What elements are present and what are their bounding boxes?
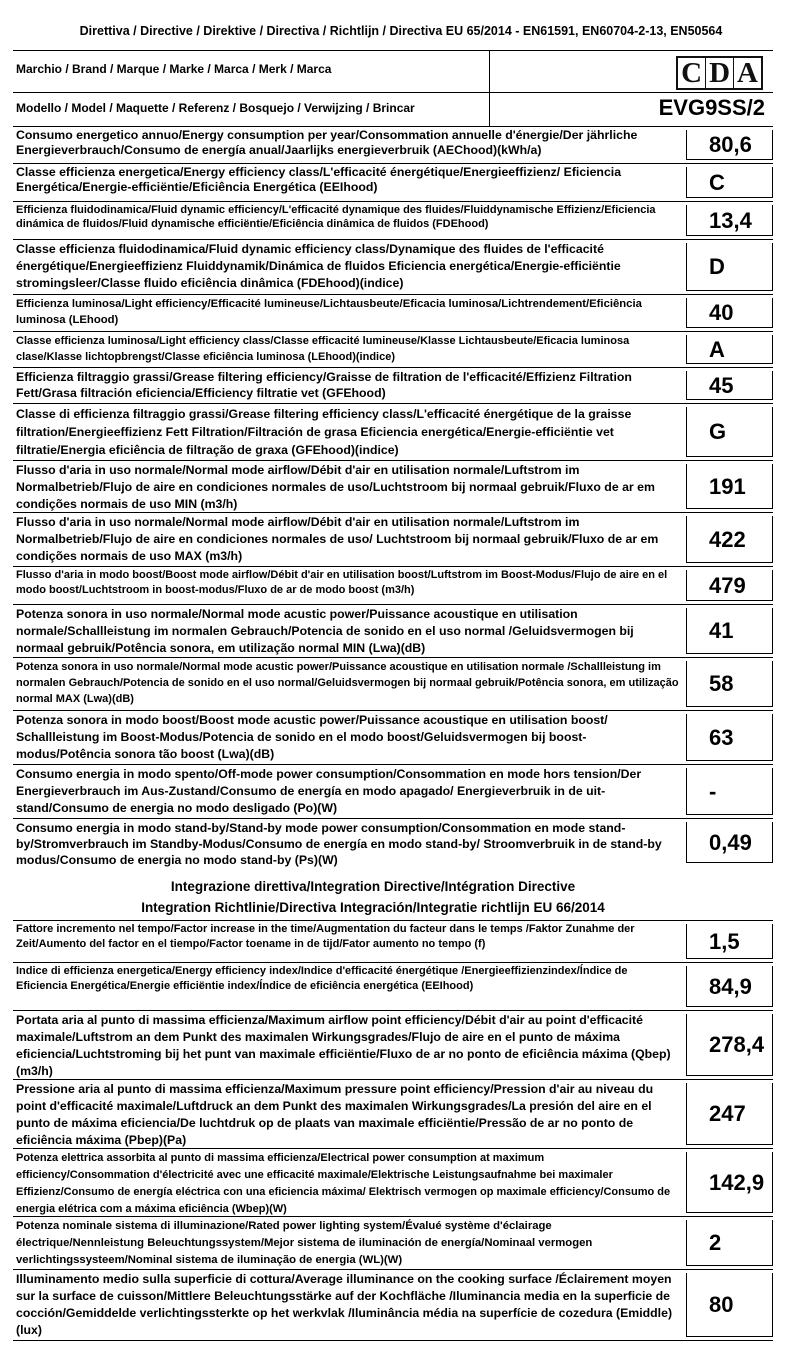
row-description: Potenza sonora in modo boost/Boost mode acustic power/Puissance acoustique en utilisation boost/ Schallleistung im Boost-Modus/Potencia de sonido en el modo boost/Geluidsvermogen bij boost-modus/Potência sonora tão boost (Lwa)(dB) [16,713,608,761]
model-row [13,92,773,126]
model-label: Modello / Model / Maquette / Referenz / Bosquejo / Verwijzing / Brincar [16,101,415,115]
row-value: 278,4 [709,1032,765,1057]
row-value: C [709,169,725,195]
data-row [13,1216,773,1269]
row-description: Fattore incremento nel tempo/Factor increase in the time/Augmentation du facteur dans le temps /Faktor Zunahme der Zeit/Aumento del factor en el tiempo/Factor toename in de tijd/Fator aumento no tempo (f) [16,923,635,950]
data-row [13,239,773,294]
data-row [13,1010,773,1079]
row-description: Portata aria al punto di massima efficienza/Maximum airflow point efficiency/Débit d'air au point d'efficacité maximale/Luftstrom an dem Punkt des maximalen Wirkungsgrades/Flujo de aire en el punto de máxima eficiencia/Luchtstroming bij het punt van maximale efficiëntie/Fluxo de ar no ponto de eficiência máxima (Qbep)(m3/h) [16,1013,671,1078]
integration-heading-line2: Integration Richtlinie/Directiva Integración/Integratie richtlijn EU 66/2014 [141,900,605,915]
header-divider [489,93,490,126]
brand-label: Marchio / Brand / Marque / Marke / Marca / Merk / Marca [16,62,332,76]
value-box [686,1220,773,1266]
row-description: Classe di efficienza filtraggio grassi/Grease filtering efficiency class/L'efficacité énergétique de la graisse filtration/Energieeffizienz Fett Filtration/Filtración de grasa Eficiencia energética/Energie-efficiëntie vet filtratie/Energia eficiência de filtração de graxa (GFEhood)(indice) [16,407,632,457]
data-row [13,920,773,962]
bottom-rule [13,1340,773,1341]
integration-directive-heading [0,876,746,918]
logo-letter-d: D [706,58,734,88]
row-description: Efficienza luminosa/Light efficiency/Efficacité lumineuse/Lichtausbeute/Eficacia luminosa/Lichtrendement/Eficiência luminosa (LEhood) [16,298,642,326]
row-value: G [709,419,727,444]
data-row [13,126,773,163]
row-value: 45 [709,372,734,398]
data-row [13,1079,773,1148]
value-box [686,407,773,457]
row-value: 0,49 [709,829,752,855]
cda-logo [676,56,763,90]
row-value: 1,5 [709,928,740,954]
row-description: Classe efficienza energetica/Energy efficiency class/L'efficacité énergétique/Energieeffizienz/ Eficiencia Energética/Energie-efficiëntie/Eficiência Energética (EEIhood) [16,165,622,194]
data-row [13,604,773,657]
model-value: EVG9SS/2 [658,95,765,120]
row-value: 58 [709,671,734,696]
row-value: 80,6 [709,132,752,157]
row-value: 191 [709,473,746,499]
row-description: Efficienza filtraggio grassi/Grease filtering efficiency/Graisse de filtration de l'efficacité/Effizienz Filtration Fett/Grasa filtración eficiencia/Efficiency filtratie vet (GFEhood) [16,370,632,400]
value-box [686,335,773,364]
data-row [13,403,773,460]
data-row [13,294,773,331]
data-row [13,764,773,818]
row-description: Potenza nominale sistema di illuminazione/Rated power lighting system/Évalué système d'éclairage électrique/Nennleistung Beleuchtungssystem/Mejor sistema de iluminación de energía/Nominaal vermogen verlichtingssysteem/Nominal sistema de iluminação de energia (WL)(W) [16,1220,593,1266]
data-row [13,710,773,764]
row-value: 422 [709,526,746,552]
data-row [13,331,773,367]
brand-row [13,50,773,92]
data-row [13,1148,773,1216]
row-description: Consumo energetico annuo/Energy consumption per year/Consommation annuelle d'énergie/Der jährliche Energieverbrauch/Consumo de energía anual/Jaarlijks energieverbruik (AEChood)(kWh/a) [16,128,638,157]
row-value: D [709,254,725,279]
data-row [13,367,773,403]
row-description: Flusso d'aria in uso normale/Normal mode airflow/Débit d'air en utilisation normale/Luftstrom im Normalbetrieb/Flujo de aire en condiciones normales de uso/ Luchtstroom bij normaal gebruik/Fluxo de ar em condições normais de uso MAX (m3/h) [16,515,659,563]
data-row [13,512,773,566]
row-description: Flusso d'aria in uso normale/Normal mode airflow/Débit d'air en utilisation normale/Luftstrom im Normalbetrieb/Flujo de aire en condiciones normales de uso/Luchtstroom bij normaal gebruik/Fluxo de ar em condições normais de uso MIN (m3/h) [16,463,655,511]
row-value: 80 [709,1292,734,1317]
logo-letter-a: A [737,57,758,89]
logo-letter-c: C [678,58,706,88]
header-divider [489,51,490,92]
row-value: 142,9 [709,1169,765,1195]
data-row [13,566,773,604]
data-row [13,818,773,866]
row-value: 40 [709,300,734,325]
value-box [686,243,773,291]
row-value: 41 [709,618,734,643]
row-value: 479 [709,572,746,598]
row-value: 247 [709,1101,746,1126]
row-description: Indice di efficienza energetica/Energy efficiency index/Indice d'efficacité énergétique /Energieeffizienzindex/Índice de Eficiencia Energética/Energie efficiëntie index/Índice de eficiência energética (EEIhood) [16,965,628,992]
data-row [13,962,773,1010]
directive-title: Direttiva / Directive / Direktive / Directiva / Richtlijn / Directiva EU 65/2014 - EN61591, EN60704-2-13, EN50564 [79,24,723,38]
row-description: Illuminamento medio sulla superficie di cottura/Average illuminance on the cooking surface /Éclairement moyen sur la surface de cuisson/Mittlere Beleuchtungsstärke auf der Kochfläche /Iluminancia media en la superficie de cocción/Gemiddelde verlichtingssterkte op het werkvlak /Iluminância média na superfície de cozedura (Emiddle)(lux) [16,1272,673,1337]
data-row [13,201,773,239]
value-box [686,768,773,815]
integration-heading-line1: Integrazione direttiva/Integration Directive/Intégration Directive [170,879,576,894]
row-description: Classe efficienza luminosa/Light efficiency class/Classe efficacité lumineuse/Klasse Lichtausbeute/Eficacia luminosa clase/Klasse lichtopbrengst/Classe eficiência luminosa (LEhood)(indice) [16,335,630,363]
row-value: A [709,336,725,362]
row-description: Pressione aria al punto di massima efficienza/Maximum pressure point efficiency/Pression d'air au niveau du point d'efficacité maximale/Luftdruck an dem Punkt des maximalen Wirkungsgrades/La presión del aire en el punto de máxima eficiencia/De luchtdruk op de plaats van maximale efficiëntie/Pressão de ar no ponto de eficiência máxima (Pbep)(Pa) [16,1082,654,1147]
data-row [13,460,773,512]
row-value: - [709,778,717,804]
data-row [13,1269,773,1340]
row-description: Flusso d'aria in modo boost/Boost mode airflow/Débit d'air en utilisation boost/Luftstrom im Boost-Modus/Flujo de aire en el modo boost/Luchtstroom in boost-modus/Fluxo de ar de modo boost (m3/h) [16,569,668,596]
value-box [686,167,773,198]
row-value: 13,4 [709,207,752,233]
row-value: 2 [709,1230,722,1255]
row-description: Potenza sonora in uso normale/Normal mode acustic power/Puissance acoustique en utilisation normale/Schallleistung im normalen Gebrauch/Potencia de sonido en el uso normal /Geluidsvermogen bij normaal gebruik/Potência sonora, em utilização normal MIN (Lwa)(dB) [16,607,634,655]
row-description: Consumo energia in modo stand-by/Stand-by mode power consumption/Consommation en mode stand-by/Stromverbrauch im Standby-Modus/Consumo de energía en modo stand-by/ Stroomverbruik in de stand-by modus/Consumo de energia no modo stand-by (Ps)(W) [16,821,662,867]
row-description: Classe efficienza fluidodinamica/Fluid dynamic efficiency class/Dynamique des fluides de l'efficacité énergétique/Energieeffizienz Fluiddynamik/Dinámica de fluidos Eficiencia energética/Energie-efficiëntie stromingsleer/Classe fluido eficiência dinâmica (FDEhood)(indice) [16,242,621,290]
row-value: 84,9 [709,973,752,999]
row-description: Consumo energia in modo spento/Off-mode power consumption/Consommation en mode hors tension/Der Energieverbrauch im Aus-Zustand/Consumo de energía en modo apagado/ Energieverbruik in de uit-stand/Consumo de energia no modo desligado (Po)(W) [16,767,642,815]
row-description: Efficienza fluidodinamica/Fluid dynamic efficiency/L'efficacité dynamique des fluides/Fluiddynamische Effizienz/Eficiencia dinámica de fluidos/Fluid dynamische efficiëntie/Eficiência dinâmica de fluidos (FDEhood) [16,204,656,230]
row-description: Potenza sonora in uso normale/Normal mode acustic power/Puissance acoustique en utilisation normale /Schallleistung im normalen Gebrauch/Potencia de sonido en el uso normal/Geluidsvermogen bij normaal gebruik/Potência sonora, em utilização normal MAX (Lwa)(dB) [16,661,679,705]
data-row [13,657,773,710]
row-description: Potenza elettrica assorbita al punto di massima efficienza/Electrical power consumption at maximum efficiency/Consommation d'électricité avec une efficacité maximale/Elektrische Leistungsaufnahme bei maximaler Effizienz/Consumo de energía eléctrica con una eficiencia máxima/ Elektrisch vermogen op maximale efficiency/Consumo de energia elétrica com a máxima eficiência (Wbep)(W) [16,1152,671,1215]
row-value: 63 [709,724,734,750]
data-row [13,163,773,201]
